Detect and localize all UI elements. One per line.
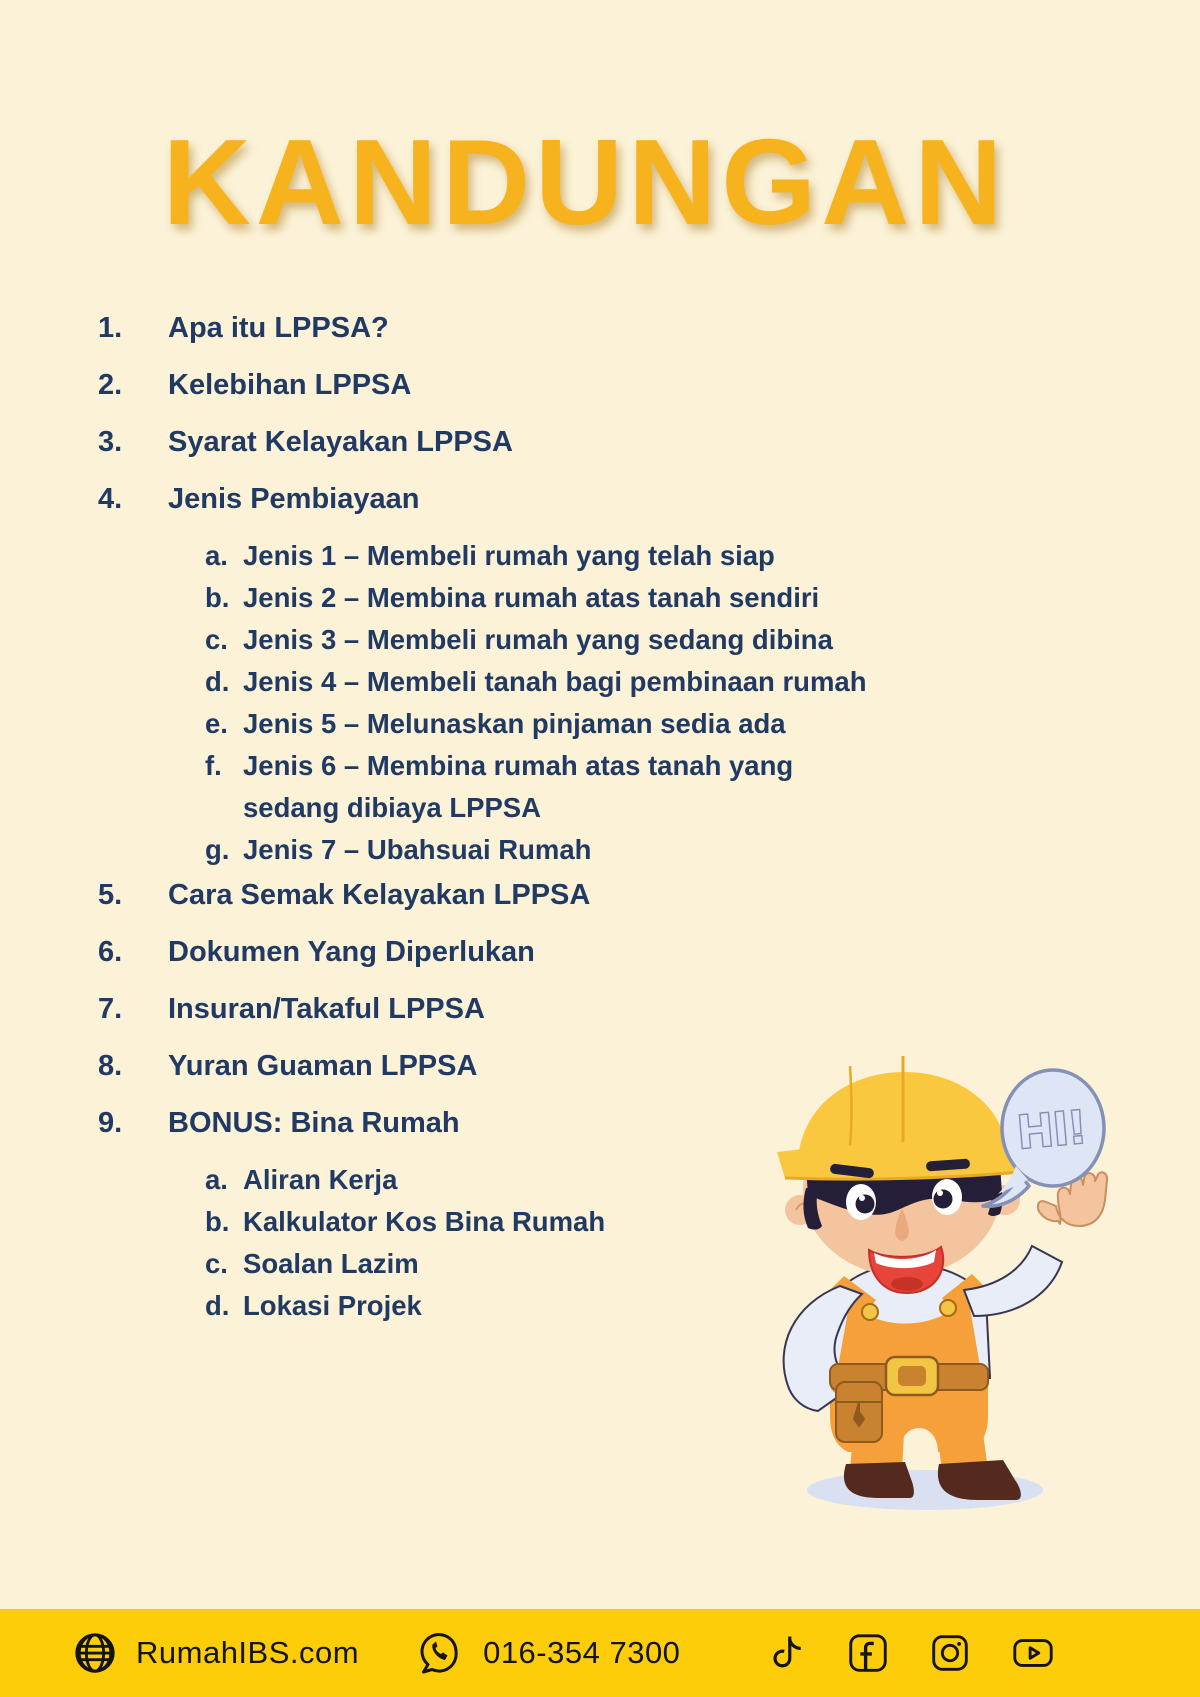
toc-sub-label <box>243 666 867 697</box>
toc-item-number: 6. <box>98 936 123 968</box>
footer-socials <box>765 1630 1057 1676</box>
page-title: KANDUNGAN <box>162 114 1008 250</box>
toc-sub-label <box>243 540 775 571</box>
toc-sub-item <box>205 624 858 655</box>
toc-sub-letter: c. <box>205 624 228 655</box>
website-label: RumahIBS.com <box>136 1635 360 1670</box>
toc-sub-label <box>243 582 819 613</box>
toc-item <box>98 483 858 516</box>
toc-item-label: BONUS: Bina Rumah <box>168 1107 460 1139</box>
toc-sub-item <box>205 666 867 697</box>
toc-sub-item <box>205 708 858 739</box>
toc-sub-label <box>243 1290 422 1321</box>
toc-sub-letter: c. <box>205 1248 228 1279</box>
toc-sub-label-line: Lokasi Projek <box>243 1290 422 1321</box>
toc-item-label: Jenis Pembiayaan <box>168 483 420 515</box>
toc-sub-label-line: Soalan Lazim <box>243 1248 419 1279</box>
toc-item <box>98 312 858 345</box>
speech-text: HI! <box>1016 1099 1090 1158</box>
toc-sub-item <box>205 540 858 571</box>
toc-sub-letter: b. <box>205 582 230 613</box>
whatsapp-icon <box>415 1629 463 1677</box>
toc-sub-letter: f. <box>205 750 222 781</box>
toc-sub-label-line: Aliran Kerja <box>243 1164 398 1195</box>
toc-sub-label-line: Jenis 7 – Ubahsuai Rumah <box>243 834 592 865</box>
toc-item <box>98 993 858 1026</box>
facebook-icon <box>845 1630 891 1676</box>
toc-sub-label-line: Jenis 4 – Membeli tanah bagi pembinaan rumah <box>243 666 867 697</box>
toc-item <box>98 426 858 459</box>
toc-item-label: Dokumen Yang Diperlukan <box>168 936 535 968</box>
shoe-left <box>844 1462 914 1498</box>
tiktok-icon <box>765 1630 809 1676</box>
toc-item-number: 7. <box>98 993 123 1025</box>
toc-sub-letter: a. <box>205 1164 228 1195</box>
toc-item-number: 5. <box>98 879 123 911</box>
hard-hat-icon <box>777 1056 1029 1179</box>
toc-item <box>98 936 858 969</box>
instagram-icon <box>927 1630 973 1676</box>
mascot-illustration <box>680 1048 1110 1513</box>
globe-icon <box>72 1630 118 1676</box>
toc-sub-letter: e. <box>205 708 228 739</box>
toc-sub-letter: d. <box>205 666 230 697</box>
toc-sub-label-line: Kalkulator Kos Bina Rumah <box>243 1206 606 1237</box>
toc-item <box>98 879 858 912</box>
toc-item-number: 3. <box>98 426 123 458</box>
toc-item-label: Insuran/Takaful LPPSA <box>168 993 485 1025</box>
shoe-right <box>938 1460 1021 1500</box>
toc-sub-label <box>243 750 793 823</box>
toc-sub-letter: b. <box>205 1206 230 1237</box>
footer-bar <box>0 1609 1200 1697</box>
toc-sub-item <box>205 834 858 865</box>
toc-sub-item <box>205 582 858 613</box>
youtube-icon <box>1009 1630 1057 1676</box>
footer-phone <box>415 1629 680 1677</box>
toc-sub-label <box>243 834 591 865</box>
toc-sub-label-line: Jenis 6 – Membina rumah atas tanah yang <box>243 750 794 781</box>
toc-sub-label-line: Jenis 2 – Membina rumah atas tanah sendiri <box>243 582 820 613</box>
toc-item-label: Kelebihan LPPSA <box>168 369 412 401</box>
toc-item-label: Cara Semak Kelayakan LPPSA <box>168 879 591 911</box>
toc-item-label: Apa itu LPPSA? <box>168 312 389 344</box>
toc-sub-label-line: Jenis 1 – Membeli rumah yang telah siap <box>243 540 775 571</box>
toc-sub-label-line: Jenis 5 – Melunaskan pinjaman sedia ada <box>243 708 786 739</box>
toc-sub-label-line: sedang dibiaya LPPSA <box>243 792 542 823</box>
toc-sub-letter: a. <box>205 540 228 571</box>
phone-label: 016-354 7300 <box>483 1635 681 1670</box>
toc-item-label: Syarat Kelayakan LPPSA <box>168 426 513 458</box>
toc-sub-label <box>243 624 833 655</box>
toc-sub-letter: g. <box>205 834 230 865</box>
toc-sub-label <box>243 708 786 739</box>
toc-sub-label <box>243 1248 419 1279</box>
toc-sub-label <box>243 1164 397 1195</box>
toc-item-number: 9. <box>98 1107 123 1139</box>
toc-sub-label-line: Jenis 3 – Membeli rumah yang sedang dibina <box>243 624 833 655</box>
toc-item-number: 2. <box>98 369 123 401</box>
toc-item-number: 4. <box>98 483 123 515</box>
toc-sub-item <box>205 750 858 823</box>
toc-item-label: Yuran Guaman LPPSA <box>168 1050 478 1082</box>
toc-item <box>98 369 858 402</box>
toc-sub-label <box>243 1206 605 1237</box>
footer-website <box>72 1630 359 1676</box>
toc-item-number: 1. <box>98 312 123 344</box>
toc-sub-letter: d. <box>205 1290 230 1321</box>
toc-sub-list <box>98 540 867 865</box>
toc-item-number: 8. <box>98 1050 123 1082</box>
